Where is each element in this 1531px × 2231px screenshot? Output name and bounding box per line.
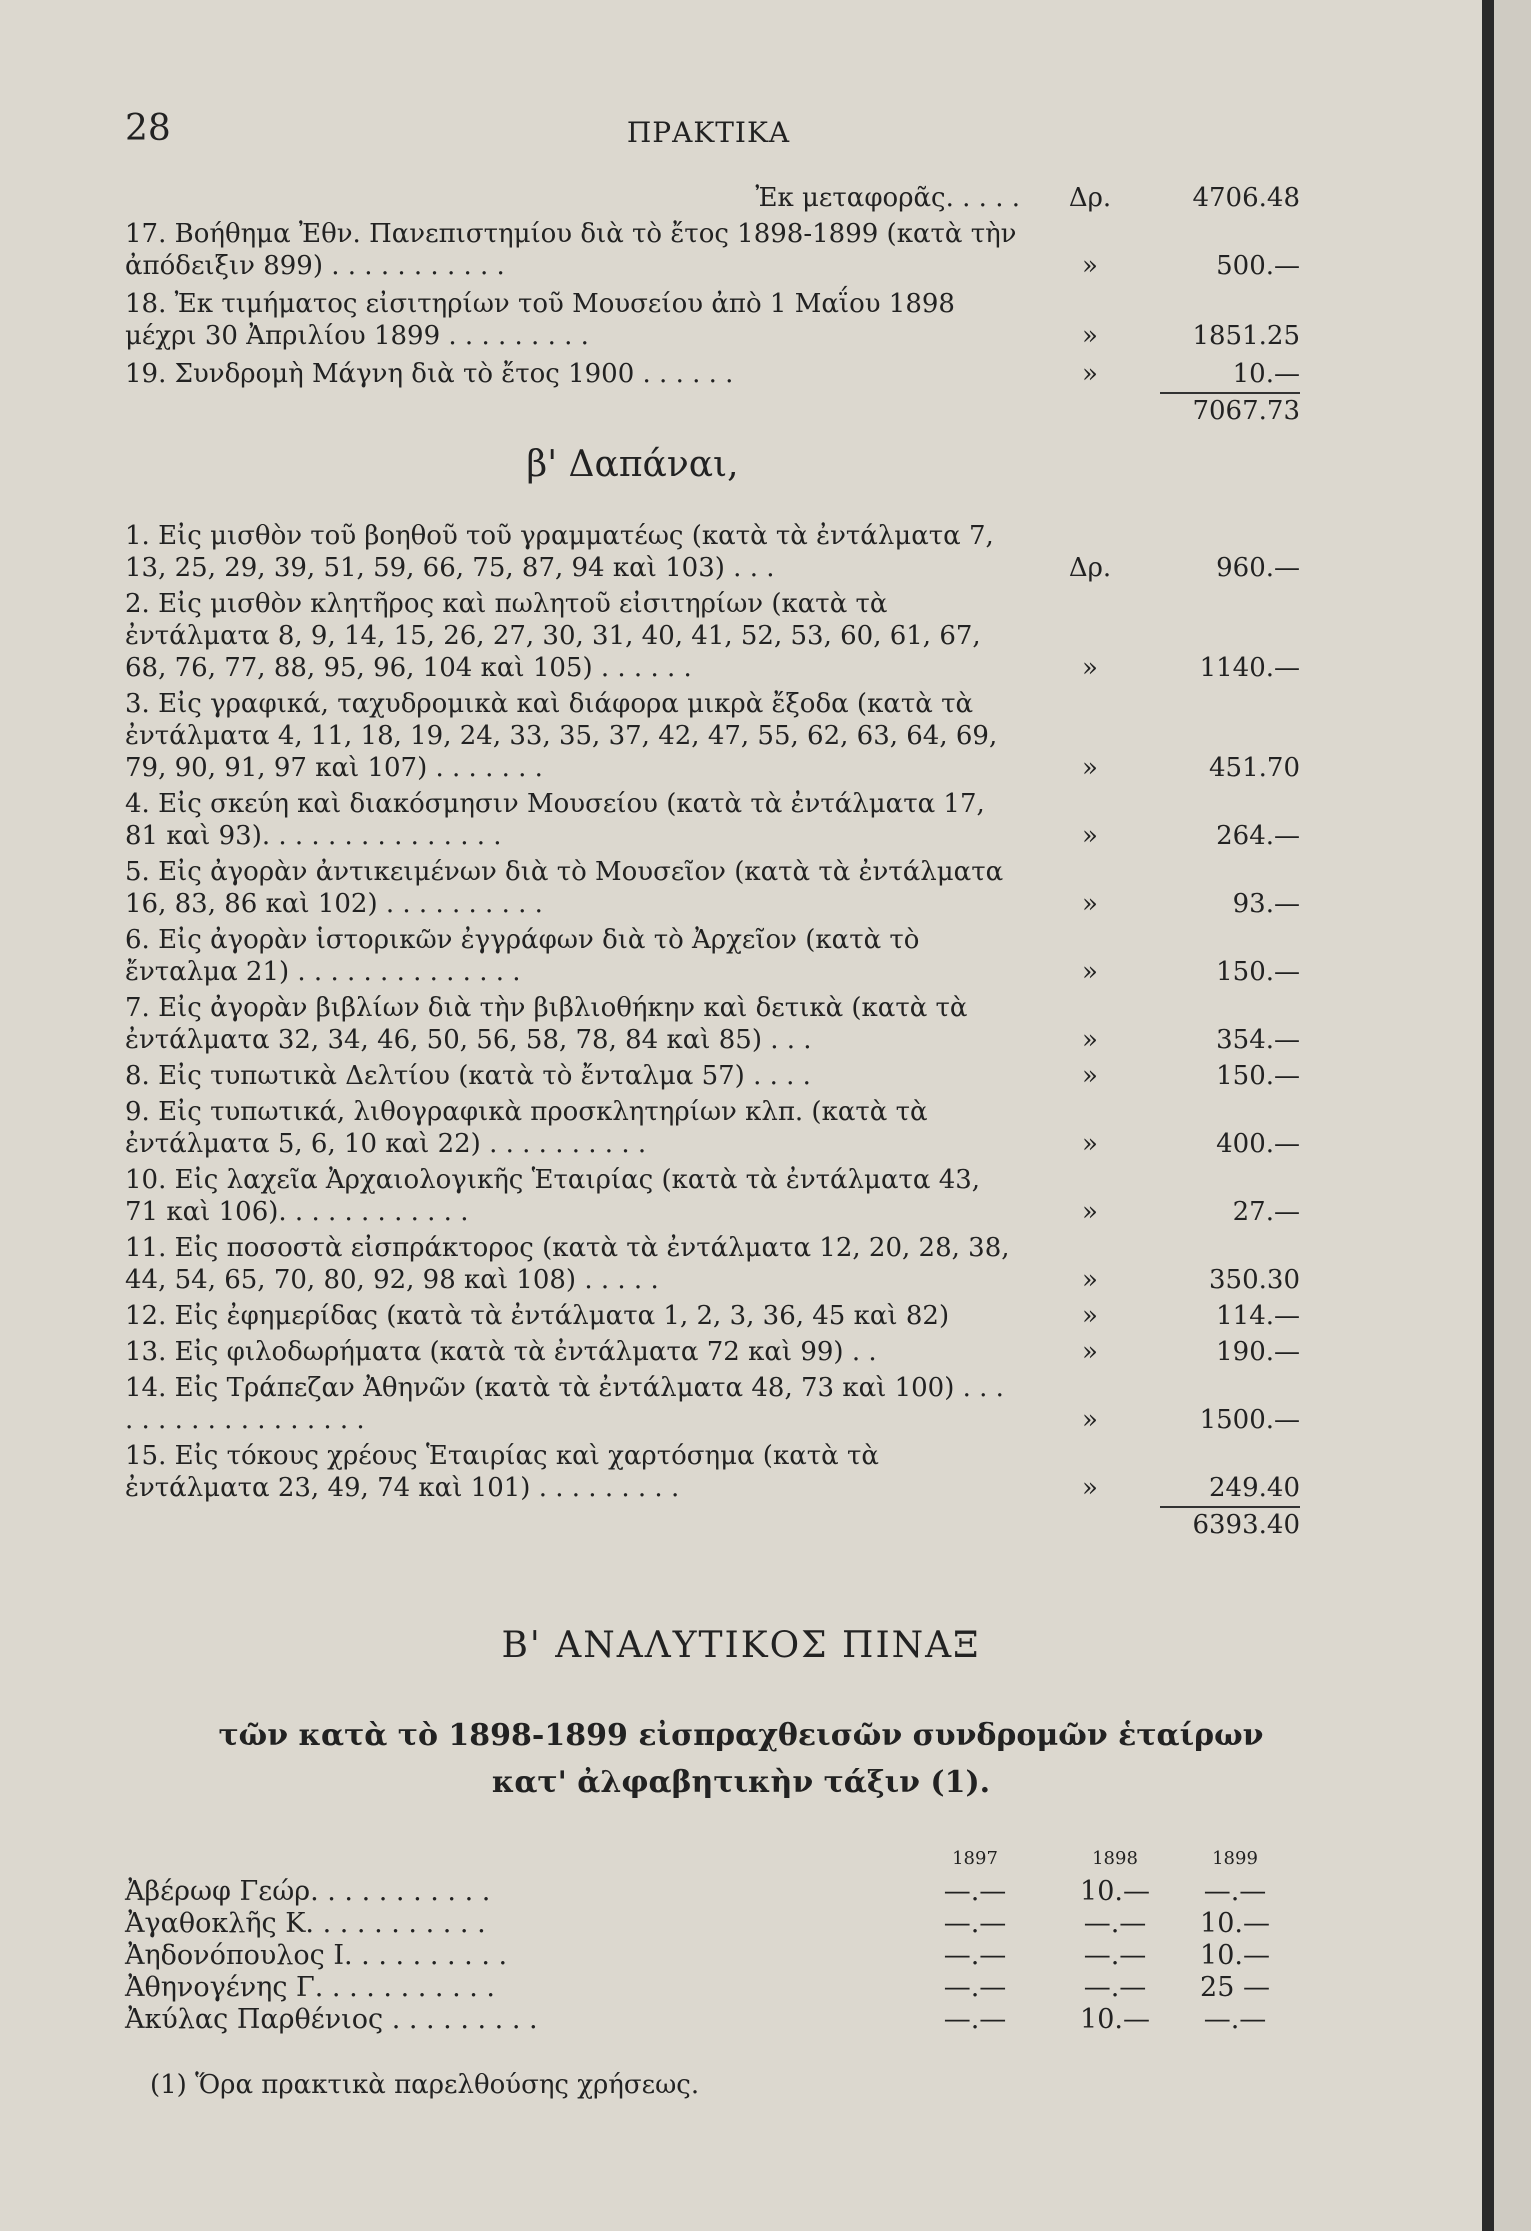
expense-text: 6. Εἰς ἀγορὰν ἱστορικῶν ἐγγράφων διὰ τὸ Ἀρχεῖον (κατὰ τὸ ἔνταλμα 21) . . . . . . . . . . . . . . xyxy=(125,925,920,987)
expense-entry xyxy=(125,856,1300,920)
expense-amount: 150.— xyxy=(1216,1061,1300,1091)
expense-currency: » xyxy=(1082,1301,1098,1331)
receipt-entry xyxy=(125,288,1300,352)
facing-page-edge xyxy=(1494,0,1531,2231)
expense-amount: 27.— xyxy=(1232,1197,1300,1227)
receipt-currency: » xyxy=(1082,251,1098,281)
expense-entry xyxy=(125,1300,1300,1332)
expense-entry xyxy=(125,1096,1300,1160)
expense-text: 7. Εἰς ἀγορὰν βιβλίων διὰ τὴν βιβλιοθήκην καὶ δετικὰ (κατὰ τὰ ἐντάλματα 32, 34, 46, 50, 56, 58, 78, 84 καὶ 85) . . . xyxy=(125,993,968,1055)
expense-text: 1. Εἰς μισθὸν τοῦ βοηθοῦ τοῦ γραμματέως (κατὰ τὰ ἐντάλματα 7, 13, 25, 29, 39, 51, 59, 66, 75, 87, 94 καὶ 103) . . . xyxy=(125,521,994,583)
expense-entry xyxy=(125,1336,1300,1368)
cell-1897: —.— xyxy=(943,1972,1007,2003)
expense-currency: Δρ. xyxy=(1068,553,1112,583)
expense-text: 15. Εἰς τόκους χρέους Ἑταιρίας καὶ χαρτόσημα (κατὰ τὰ ἐντάλματα 23, 49, 74 καὶ 101) . . . . . . . . . xyxy=(125,1441,879,1503)
expense-entry xyxy=(125,1060,1300,1092)
table-row xyxy=(125,1940,1300,1972)
receipt-entry xyxy=(125,358,1300,390)
expense-amount: 350.30 xyxy=(1209,1265,1300,1295)
cell-1899: 10.— xyxy=(1200,1940,1270,1971)
expense-text: 12. Εἰς ἐφημερίδας (κατὰ τὰ ἐντάλματα 1, 2, 3, 36, 45 καὶ 82) xyxy=(125,1301,950,1331)
expense-currency: » xyxy=(1082,1197,1098,1227)
expense-text: 5. Εἰς ἀγορὰν ἀντικειμένων διὰ τὸ Μουσεῖον (κατὰ τὰ ἐντάλματα 16, 83, 86 καὶ 102) . . . . . . . . . . xyxy=(125,857,1004,919)
expenses-total: 6393.40 xyxy=(1160,1506,1300,1540)
expense-amount: 354.— xyxy=(1216,1025,1300,1055)
expense-entry xyxy=(125,924,1300,988)
expense-amount: 93.— xyxy=(1232,889,1300,919)
expense-currency: » xyxy=(1082,1337,1098,1367)
page-number: 28 xyxy=(125,108,171,149)
table-row xyxy=(125,1972,1300,2004)
expense-text: 10. Εἰς λαχεῖα Ἀρχαιολογικῆς Ἑταιρίας (κατὰ τὰ ἐντάλματα 43, 71 καὶ 106). . . . . . . . . . . . xyxy=(125,1165,981,1227)
member-name: Ἀγαθοκλῆς Κ. . . . . . . . . . . xyxy=(125,1908,486,1939)
column-header: 1899 xyxy=(1212,1848,1258,1869)
receipt-text: 19. Συνδρομὴ Μάγνη διὰ τὸ ἔτος 1900 . . . . . . xyxy=(125,359,734,389)
cell-1898: 10.— xyxy=(1080,2004,1150,2035)
carry-forward-line xyxy=(125,182,1300,214)
expense-amount: 451.70 xyxy=(1209,753,1300,783)
expense-list xyxy=(125,520,1300,1504)
receipt-amount: 500.— xyxy=(1216,251,1300,281)
expense-currency: » xyxy=(1082,753,1098,783)
expense-text: 4. Εἰς σκεύη καὶ διακόσμησιν Μουσείου (κατὰ τὰ ἐντάλματα 17, 81 καὶ 93). . . . . . . . . . . . . . . xyxy=(125,789,985,851)
cell-1897: —.— xyxy=(943,1940,1007,1971)
expense-entry xyxy=(125,992,1300,1056)
section-subtitle-line2: κατ' ἀλφαβητικὴν τάξιν (1). xyxy=(491,1765,991,1800)
table-row xyxy=(125,1876,1300,1908)
table-row xyxy=(125,1908,1300,1940)
cell-1899: —.— xyxy=(1203,1876,1267,1907)
member-name: Ἀηδονόπουλος Ι. . . . . . . . . . xyxy=(125,1940,508,1971)
expense-currency: » xyxy=(1082,1061,1098,1091)
expense-text: 3. Εἰς γραφικά, ταχυδρομικὰ καὶ διάφορα μικρὰ ἔξοδα (κατὰ τὰ ἐντάλματα 4, 11, 18, 19, 24, 33, 35, 37, 42, 47, 55, 62, 63, 64, 69, 79, 90, 91, 97 καὶ 107) . . . . . . . xyxy=(125,689,998,783)
cell-1897: —.— xyxy=(943,2004,1007,2035)
expense-currency: » xyxy=(1082,957,1098,987)
expense-entry xyxy=(125,788,1300,852)
expense-amount: 150.— xyxy=(1216,957,1300,987)
expense-currency: » xyxy=(1082,653,1098,683)
expense-amount: 249.40 xyxy=(1209,1473,1300,1503)
expense-currency: » xyxy=(1082,889,1098,919)
cell-1897: —.— xyxy=(943,1908,1007,1939)
expense-amount: 1500.— xyxy=(1199,1405,1300,1435)
receipt-text: 17. Βοήθημα Ἐθν. Πανεπιστημίου διὰ τὸ ἔτος 1898-1899 (κατὰ τὴν ἀπόδειξιν 899) . . . . . . . . . . . xyxy=(125,219,1017,281)
expense-currency: » xyxy=(1082,821,1098,851)
expense-text: 8. Εἰς τυπωτικὰ Δελτίου (κατὰ τὸ ἔνταλμα 57) . . . . xyxy=(125,1061,811,1091)
expenses-heading-row xyxy=(125,430,1300,516)
expense-currency: » xyxy=(1082,1405,1098,1435)
section-subtitle-line1: τῶν κατὰ τὸ 1898-1899 εἰσπραχθεισῶν συνδρομῶν ἑταίρων xyxy=(218,1718,1264,1753)
receipt-text: 18. Ἐκ τιμήματος εἰσιτηρίων τοῦ Μουσείου ἀπὸ 1 Μαΐου 1898 μέχρι 30 Ἀπριλίου 1899 . . . . . . . . . xyxy=(125,289,955,351)
expense-amount: 400.— xyxy=(1216,1129,1300,1159)
expense-currency: » xyxy=(1082,1473,1098,1503)
receipt-currency: » xyxy=(1082,321,1098,351)
expense-entry xyxy=(125,520,1300,584)
receipt-amount: 1851.25 xyxy=(1192,321,1300,351)
cell-1899: 25 — xyxy=(1200,1972,1270,2003)
expense-entry xyxy=(125,688,1300,784)
expense-currency: » xyxy=(1082,1265,1098,1295)
table-header xyxy=(125,1848,1300,1876)
expenses-total-line xyxy=(125,1504,1300,1544)
expense-amount: 190.— xyxy=(1216,1337,1300,1367)
cell-1898: —.— xyxy=(1083,1940,1147,1971)
receipts-total: 7067.73 xyxy=(1160,392,1300,426)
expense-text: 2. Εἰς μισθὸν κλητῆρος καὶ πωλητοῦ εἰσιτηρίων (κατὰ τὰ ἐντάλματα 8, 9, 14, 15, 26, 27, 30, 31, 40, 41, 52, 53, 60, 61, 67, 68, 76, 77, 88, 95, 96, 104 καὶ 105) . . . . . . xyxy=(125,589,981,683)
member-name: Ἀθηνογένης Γ. . . . . . . . . . . xyxy=(125,1972,495,2003)
expenses-heading: β' Δαπάναι, xyxy=(526,444,739,485)
expense-currency: » xyxy=(1082,1025,1098,1055)
expense-currency: » xyxy=(1082,1129,1098,1159)
cell-1898: 10.— xyxy=(1080,1876,1150,1907)
page-header xyxy=(125,108,1292,158)
cell-1898: —.— xyxy=(1083,1908,1147,1939)
expense-text: 9. Εἰς τυπωτικά, λιθογραφικὰ προσκλητηρίων κλπ. (κατὰ τὰ ἐντάλματα 5, 6, 10 καὶ 22) . . . . . . . . . . xyxy=(125,1097,928,1159)
expense-text: 14. Εἰς Τράπεζαν Ἀθηνῶν (κατὰ τὰ ἐντάλματα 48, 73 καὶ 100) . . . . . . . . . . . . . . . . . . xyxy=(125,1373,1004,1435)
cell-1898: —.— xyxy=(1083,1972,1147,2003)
book-spine-shadow xyxy=(1482,0,1494,2231)
expense-entry xyxy=(125,588,1300,684)
receipt-currency: » xyxy=(1082,359,1098,389)
receipt-entry xyxy=(125,218,1300,282)
expense-entry xyxy=(125,1164,1300,1228)
section-title: Β' ΑΝΑΛΥΤΙΚΟΣ ΠΙΝΑΞ xyxy=(501,1625,981,1666)
expense-entry xyxy=(125,1232,1300,1296)
expense-text: 11. Εἰς ποσοστὰ εἰσπράκτορος (κατὰ τὰ ἐντάλματα 12, 20, 28, 38, 44, 54, 65, 70, 80, 92, 98 καὶ 108) . . . . . xyxy=(125,1233,1010,1295)
cell-1899: 10.— xyxy=(1200,1908,1270,1939)
column-header: 1897 xyxy=(952,1848,998,1869)
receipts-total-line xyxy=(125,390,1300,430)
expense-amount: 1140.— xyxy=(1199,653,1300,683)
member-name: Ἀκύλας Παρθένιος . . . . . . . . . xyxy=(125,2004,538,2035)
members-table xyxy=(125,1848,1300,2036)
footnote: (1) Ὅρα πρακτικὰ παρελθούσης χρήσεως. xyxy=(150,2070,700,2100)
cell-1899: —.— xyxy=(1203,2004,1267,2035)
accounts-section xyxy=(125,182,1300,1544)
expense-text: 13. Εἰς φιλοδωρήματα (κατὰ τὰ ἐντάλματα 72 καὶ 99) . . xyxy=(125,1337,877,1367)
cell-1897: —.— xyxy=(943,1876,1007,1907)
column-header: 1898 xyxy=(1092,1848,1138,1869)
carry-forward-label: Ἐκ μεταφορᾶς. . . . . xyxy=(755,183,1020,213)
expense-amount: 960.— xyxy=(1216,553,1300,583)
running-title: ΠΡΑΚΤΙΚΑ xyxy=(626,116,791,149)
expense-entry xyxy=(125,1440,1300,1504)
carry-forward-currency: Δρ. xyxy=(1068,183,1112,213)
receipt-amount: 10.— xyxy=(1232,359,1300,389)
expense-amount: 264.— xyxy=(1216,821,1300,851)
member-name: Ἀβέρωφ Γεώρ. . . . . . . . . . . xyxy=(125,1876,491,1907)
expense-amount: 114.— xyxy=(1216,1301,1300,1331)
carry-forward-amount: 4706.48 xyxy=(1192,183,1300,213)
table-row xyxy=(125,2004,1300,2036)
expense-entry xyxy=(125,1372,1300,1436)
